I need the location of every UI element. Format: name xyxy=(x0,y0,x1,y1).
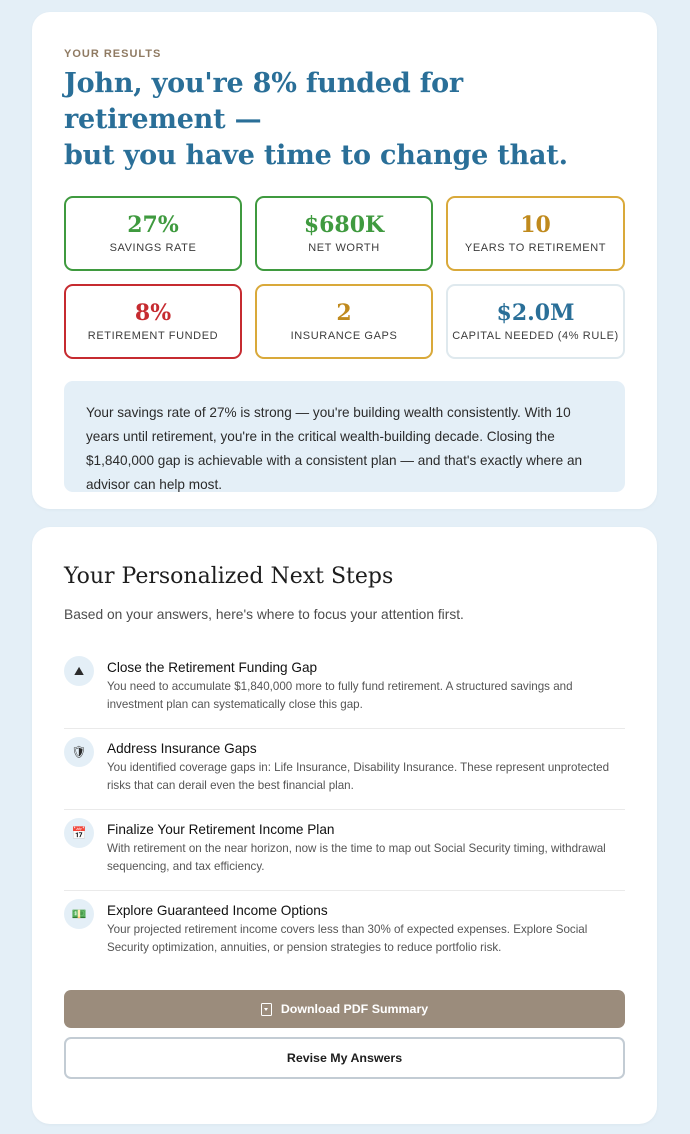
stat-savings-rate xyxy=(64,196,242,271)
headline-line-2: but you have time to change that. xyxy=(64,140,568,171)
step-title: Explore Guaranteed Income Options xyxy=(107,903,328,918)
results-headline xyxy=(64,66,625,174)
step-title: Close the Retirement Funding Gap xyxy=(107,660,318,675)
results-eyebrow: YOUR RESULTS xyxy=(64,48,162,60)
step-description: You identified coverage gaps in: Life Insurance, Disability Insurance. These represent unprotected risks that can derail even the best financial plan. xyxy=(107,761,610,792)
stat-retirement-funded xyxy=(64,284,242,359)
step-title: Address Insurance Gaps xyxy=(107,741,257,756)
stat-label: CAPITAL NEEDED (4% RULE) xyxy=(452,330,619,342)
stat-net-worth xyxy=(255,196,433,271)
download-pdf-label: Download PDF Summary xyxy=(280,1002,429,1016)
next-steps-subtitle: Based on your answers, here's where to focus your attention first. xyxy=(64,607,464,622)
stat-label: YEARS TO RETIREMENT xyxy=(464,242,607,254)
stat-capital-needed xyxy=(446,284,625,359)
next-steps-title: Your Personalized Next Steps xyxy=(64,564,394,589)
stat-years-to-retirement xyxy=(446,196,625,271)
stat-value: 2 xyxy=(336,300,352,326)
stat-label: SAVINGS RATE xyxy=(109,242,197,254)
stats-grid xyxy=(64,196,625,359)
results-summary-note: Your savings rate of 27% is strong — you're building wealth consistently. With 10 years until retirement, you're in the critical wealth-building decade. Closing the $1,840,000 gap is achievable with a consistent plan — and that's exactly where an advisor can help most. xyxy=(64,381,625,492)
list-item xyxy=(64,729,625,810)
stat-label: RETIREMENT FUNDED xyxy=(87,330,219,342)
stat-value: 27% xyxy=(127,212,179,238)
stat-value: 10 xyxy=(520,212,551,238)
step-description: You need to accumulate $1,840,000 more to fully fund retirement. A structured savings and investment plan can systematically close this gap. xyxy=(107,680,573,711)
download-file-icon xyxy=(261,1003,272,1016)
stat-label: NET WORTH xyxy=(308,242,380,254)
step-description: Your projected retirement income covers less than 30% of expected expenses. Explore Social Security optimization, annuities, or pension strategies to reduce portfolio risk. xyxy=(107,923,588,954)
stat-value: $680K xyxy=(303,212,385,238)
list-item xyxy=(64,810,625,891)
results-card xyxy=(32,12,657,509)
next-steps-list xyxy=(64,648,625,972)
download-pdf-button[interactable] xyxy=(64,990,625,1028)
stat-insurance-gaps xyxy=(255,284,433,359)
step-title: Finalize Your Retirement Income Plan xyxy=(107,822,335,837)
list-item xyxy=(64,648,625,729)
money-icon: 💵 xyxy=(64,899,94,929)
stat-value: 8% xyxy=(134,300,172,326)
revise-answers-label: Revise My Answers xyxy=(286,1051,403,1065)
revise-answers-button[interactable] xyxy=(64,1037,625,1079)
stat-value: $2.0M xyxy=(496,300,575,326)
shield-icon: 🛡 xyxy=(64,737,94,767)
step-description: With retirement on the near horizon, now is the time to map out Social Security timing, withdrawal sequencing, and tax efficiency. xyxy=(107,842,606,873)
next-steps-card xyxy=(32,527,657,1124)
headline-line-1: John, you're 8% funded for retirement — xyxy=(64,68,463,135)
mountain-icon: ⛰ xyxy=(64,656,94,686)
calendar-icon: 📅 xyxy=(64,818,94,848)
list-item xyxy=(64,891,625,972)
stat-label: INSURANCE GAPS xyxy=(290,330,398,342)
